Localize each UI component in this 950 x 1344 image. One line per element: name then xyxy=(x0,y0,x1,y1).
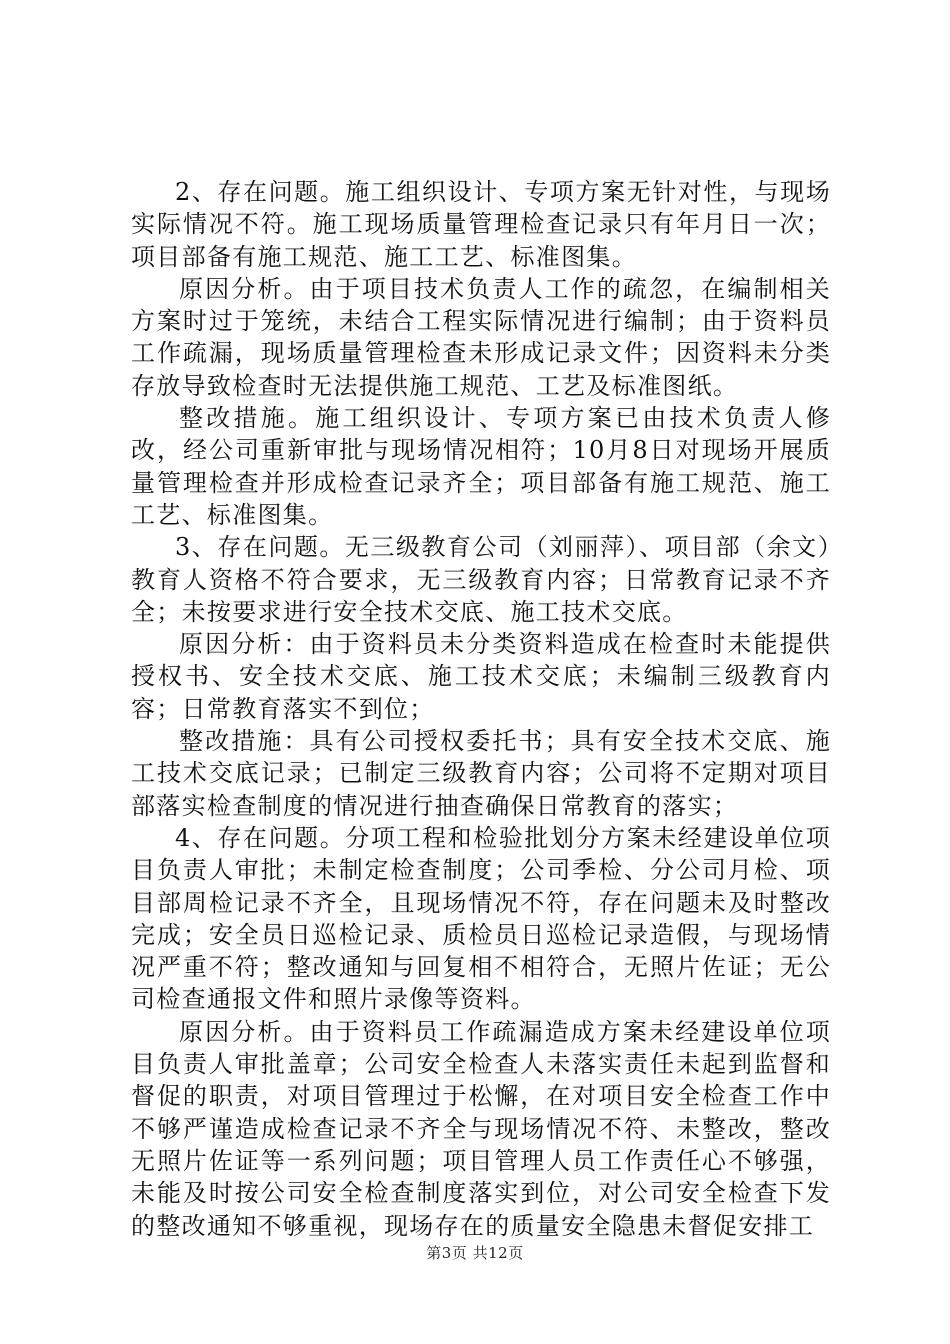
paragraph-issue-4: 4、存在问题。分项工程和检验批划分方案未经建设单位项目负责人审批；未制定检查制度；公司季检、分公司月检、项目部周检记录不齐全，且现场情况不符，存在问题未及时整改完成；安全员日巡检记录、质检员日巡检记录造假，与现场情况严重不符；整改通知与回复相不相符合，无照片佐证；无公司检查通报文件和照片录像等资料。 xyxy=(131,823,831,1014)
paragraph-cause-analysis-3: 原因分析：由于资料员未分类资料造成在检查时未能提供授权书、安全技术交底、施工技术交底；未编制三级教育内容；日常教育落实不到位； xyxy=(131,630,831,723)
paragraph-cause-analysis-2: 原因分析。由于项目技术负责人工作的疏忽，在编制相关方案时过于笼统，未结合工程实际情况进行编制；由于资料员工作疏漏，现场质量管理检查未形成记录文件；因资料未分类存放导致检查时无法提供施工规范、工艺及标准图纸。 xyxy=(131,274,831,400)
paragraph-rectification-3: 整改措施：具有公司授权委托书；具有安全技术交底、施工技术交底记录；已制定三级教育内容；公司将不定期对项目部落实检查制度的情况进行抽查确保日常教育的落实； xyxy=(131,727,831,820)
paragraph-rectification-2: 整改措施。施工组织设计、专项方案已由技术负责人修改，经公司重新审批与现场情况相符；10月8日对现场开展质量管理检查并形成检查记录齐全；项目部备有施工规范、施工工艺、标准图集。 xyxy=(131,404,831,529)
paragraph-issue-3: 3、存在问题。无三级教育公司（刘丽萍）、项目部（余文）教育人资格不符合要求，无三级教育内容；日常教育记录不齐全；未按要求进行安全技术交底、施工技术交底。 xyxy=(131,533,831,626)
document-body xyxy=(131,176,831,1242)
paragraph-cause-analysis-4: 原因分析。由于资料员工作疏漏造成方案未经建设单位项目负责人审批盖章；公司安全检查人未落实责任未起到监督和督促的职责，对项目管理过于松懈，在对项目安全检查工作中不够严谨造成检查记录不齐全与现场情况不符、未整改，整改无照片佐证等一系列问题；项目管理人员工作责任心不够强，未能及时按公司安全检查制度落实到位，对公司安全检查下发的整改通知不够重视，现场存在的质量安全隐患未督促安排工 xyxy=(131,1017,831,1240)
paragraph-issue-2: 2、存在问题。施工组织设计、专项方案无针对性，与现场实际情况不符。施工现场质量管理检查记录只有年月日一次；项目部备有施工规范、施工工艺、标准图集。 xyxy=(131,178,831,271)
page-number-footer: 第3页 共12页 xyxy=(426,1244,524,1262)
